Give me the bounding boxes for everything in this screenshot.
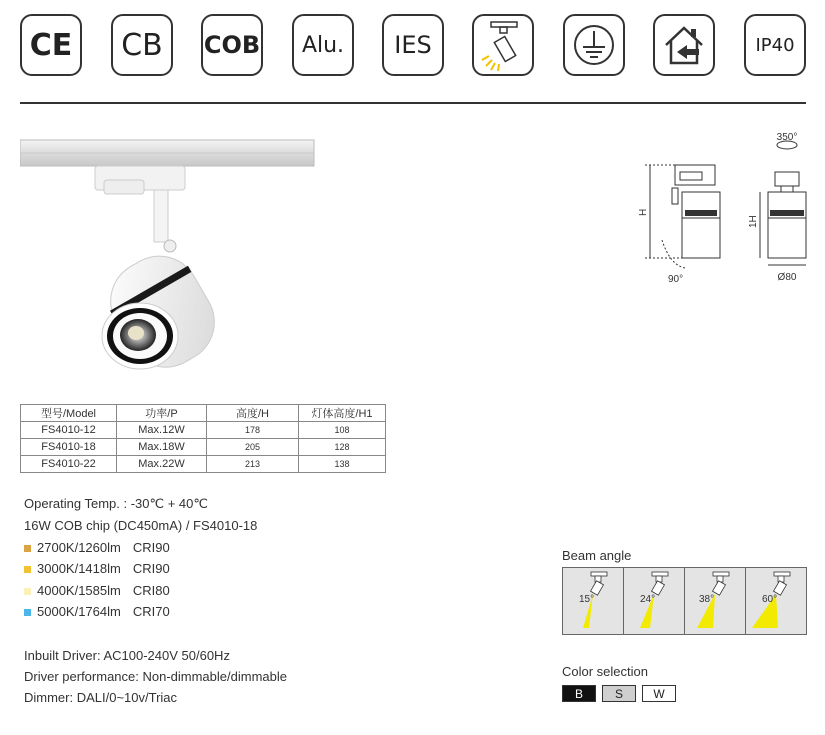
cb-badge	[111, 14, 173, 76]
beam-option-15	[562, 567, 624, 635]
header-height: 高度/H	[207, 405, 299, 422]
ce-mark: CE	[29, 27, 73, 63]
diameter-label: Ø80	[777, 272, 797, 283]
ce-badge	[20, 14, 82, 76]
cell-height: 213	[207, 456, 299, 473]
cb-mark: CB	[121, 27, 163, 63]
driver-info: Inbuilt Driver: AC100-240V 50/60Hz	[24, 648, 230, 663]
cell-model: FS4010-22	[21, 456, 117, 473]
table-row	[21, 422, 386, 439]
cob-mark: COB	[203, 31, 261, 59]
ip40-badge	[744, 14, 806, 76]
cell-power: Max.18W	[117, 439, 207, 456]
cri-label: CRI90	[132, 561, 170, 576]
beam-option-60	[745, 567, 807, 635]
cct-item	[24, 583, 170, 598]
beam-24-label: 24°	[640, 594, 656, 605]
table-header-row	[21, 405, 386, 422]
cell-height: 205	[207, 439, 299, 456]
color-option-white[interactable]: W	[642, 685, 676, 702]
alu-mark: Alu.	[301, 32, 345, 58]
cell-power: Max.12W	[117, 422, 207, 439]
cell-body-height: 138	[299, 456, 386, 473]
beam-option-38	[684, 567, 746, 635]
dimension-drawing	[630, 130, 820, 290]
chip-info: 16W COB chip (DC450mA) / FS4010-18	[24, 518, 258, 533]
cell-body-height: 128	[299, 439, 386, 456]
cct-label: 2700K/1260lm	[37, 540, 121, 555]
track-light-icon	[472, 14, 534, 76]
cct-label: 5000K/1764lm	[37, 604, 121, 619]
beam-angle-options	[562, 567, 806, 635]
beam-38-icon	[685, 568, 745, 634]
beam-option-24	[623, 567, 685, 635]
ip-mark: IP40	[755, 34, 795, 56]
color-dot-icon	[24, 588, 31, 595]
header-divider	[20, 102, 806, 104]
ies-mark: IES	[394, 31, 432, 59]
beam-60-label: 60°	[762, 594, 778, 605]
product-photo	[20, 136, 320, 376]
dimmer-info: Dimmer: DALI/0~10v/Triac	[24, 690, 178, 705]
indoor-use-icon	[653, 14, 715, 76]
header-power: 功率/P	[117, 405, 207, 422]
color-selection-title: Color selection	[562, 664, 648, 679]
certification-badges	[20, 14, 810, 80]
cob-badge	[201, 14, 263, 76]
ies-badge	[382, 14, 444, 76]
cell-height: 178	[207, 422, 299, 439]
color-option-silver[interactable]: S	[602, 685, 636, 702]
table-row	[21, 439, 386, 456]
ground-icon	[563, 14, 625, 76]
cri-label: CRI90	[132, 540, 170, 555]
h1-label: 1H	[748, 215, 759, 228]
driver-performance: Driver performance: Non-dimmable/dimmable	[24, 669, 287, 684]
table-row	[21, 456, 386, 473]
cct-item	[24, 561, 170, 576]
rotation-label: 350°	[776, 132, 798, 143]
tilt-label: 90°	[668, 274, 684, 285]
color-dot-icon	[24, 566, 31, 573]
beam-38-label: 38°	[699, 594, 715, 605]
height-label: H	[638, 208, 649, 216]
cell-body-height: 108	[299, 422, 386, 439]
header-body-height: 灯体高度/H1	[299, 405, 386, 422]
cct-label: 4000K/1585lm	[37, 583, 121, 598]
beam-angle-title: Beam angle	[562, 548, 632, 563]
cri-label: CRI80	[132, 583, 170, 598]
header-model: 型号/Model	[21, 405, 117, 422]
cct-label: 3000K/1418lm	[37, 561, 121, 576]
cri-label: CRI70	[132, 604, 170, 619]
alu-badge	[292, 14, 354, 76]
model-spec-table	[20, 404, 386, 473]
cell-model: FS4010-12	[21, 422, 117, 439]
operating-temp: Operating Temp. : -30℃ + 40℃	[24, 496, 208, 511]
beam-15-label: 15°	[579, 594, 595, 605]
color-option-black[interactable]: B	[562, 685, 596, 702]
cct-item	[24, 604, 170, 619]
color-dot-icon	[24, 545, 31, 552]
cell-model: FS4010-18	[21, 439, 117, 456]
cell-power: Max.22W	[117, 456, 207, 473]
color-dot-icon	[24, 609, 31, 616]
cct-item	[24, 540, 170, 555]
